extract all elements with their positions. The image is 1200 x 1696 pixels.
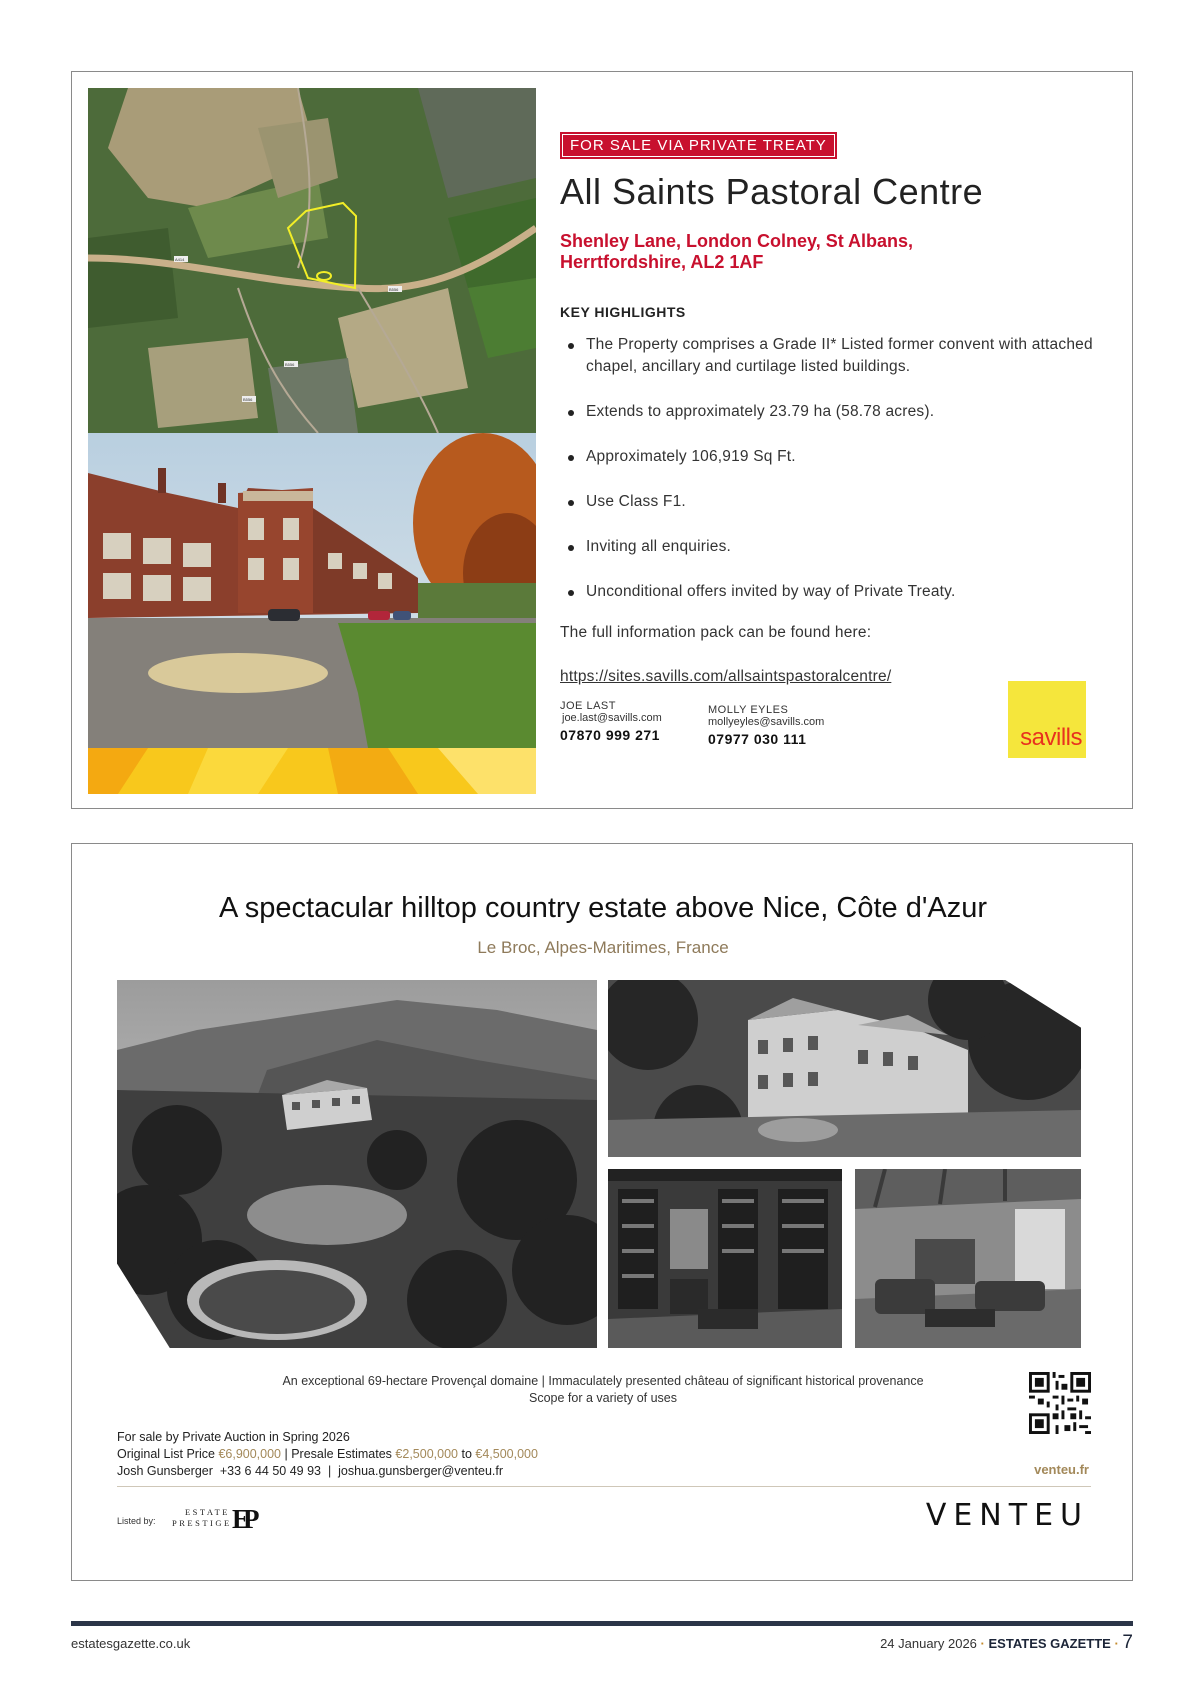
publication-name: ESTATES GAZETTE: [988, 1636, 1111, 1651]
info-pack-link[interactable]: https://sites.savills.com/allsaintspastoralcentre/: [560, 668, 892, 685]
original-price: €6,900,000: [218, 1447, 281, 1461]
map-road-label: A414: [175, 257, 185, 262]
highlight-item: Unconditional offers invited by way of Private Treaty.: [560, 581, 1120, 603]
logo-line-2: PRESTIGE: [172, 1518, 232, 1528]
address-line-2: Herrtfordshire, AL2 1AF: [560, 252, 764, 272]
contact-name: JOE LAST: [560, 700, 616, 712]
footer-rule: [71, 1621, 1133, 1626]
highlight-item: Approximately 106,919 Sq Ft.: [560, 446, 1120, 468]
decorative-yellow-band: [88, 748, 536, 794]
highlights-heading: KEY HIGHLIGHTS: [560, 304, 686, 320]
agent-line: [117, 1463, 538, 1480]
footer-separator: ·: [1114, 1636, 1119, 1651]
contact-email[interactable]: mollyeyles@savills.com: [708, 716, 825, 728]
aerial-site-map: [88, 88, 536, 433]
page-number: 7: [1122, 1632, 1133, 1653]
info-pack-text: The full information pack can be found here:: [560, 624, 872, 641]
divider: [117, 1486, 1091, 1487]
listing-details: [560, 132, 1120, 686]
highlight-item: Inviting all enquiries.: [560, 536, 1120, 558]
issue-date: 24 January 2026: [880, 1636, 977, 1651]
presale-low: €2,500,000: [395, 1447, 458, 1461]
footer-separator: ·: [980, 1636, 985, 1651]
agent-separator: |: [327, 1464, 332, 1478]
venteu-website-link[interactable]: venteu.fr: [1034, 1462, 1089, 1477]
savills-logo: [1008, 681, 1086, 758]
agent-contacts: [560, 700, 860, 760]
footer-site: estatesgazette.co.uk: [71, 1636, 191, 1651]
estate-title: A spectacular hilltop country estate above Nice, Côte d'Azur: [218, 892, 987, 924]
description-line-2: Scope for a variety of uses: [529, 1391, 677, 1405]
estate-prestige-logo-text: [172, 1507, 230, 1529]
estate-prestige-logo: [172, 1504, 272, 1534]
savills-logo-text: savills: [1020, 724, 1082, 751]
estate-location: Le Broc, Alpes-Maritimes, France: [477, 938, 729, 957]
venteu-logo: VENTEU: [925, 1498, 1089, 1533]
presale-label: | Presale Estimates: [284, 1447, 392, 1461]
sale-type-badge: FOR SALE VIA PRIVATE TREATY: [560, 132, 837, 159]
chateau-exterior-photo: [608, 980, 1081, 1157]
map-road-label: B556: [285, 362, 295, 367]
sale-method: For sale by Private Auction in Spring 2026: [117, 1430, 350, 1444]
library-interior-photo: [608, 1169, 842, 1348]
contact-phone[interactable]: 07870 999 271: [560, 727, 660, 743]
contact-name: MOLLY EYLES: [708, 704, 789, 716]
convent-building-photo: [88, 433, 536, 748]
property-address: [560, 231, 1120, 273]
original-price-label: Original List Price: [117, 1447, 215, 1461]
description-line-1: An exceptional 69-hectare Provençal domaine | Immaculately presented château of significant historical provenance: [282, 1374, 924, 1388]
property-photo-column: [88, 88, 536, 794]
logo-line-1: ESTATE: [184, 1507, 230, 1517]
hilltop-estate-aerial-photo: [117, 980, 597, 1348]
contact-molly-eyles: [708, 704, 824, 747]
sale-details: [117, 1429, 538, 1480]
venteu-advert: [71, 843, 1133, 1581]
estate-description: [72, 1373, 1134, 1407]
pricing-line: [117, 1446, 538, 1463]
estate-prestige-monogram: EP: [232, 1504, 253, 1534]
highlights-list: [560, 334, 1120, 603]
footer-issue-info: [880, 1632, 1133, 1654]
contact-email[interactable]: joe.last@savills.com: [562, 712, 662, 724]
salon-interior-photo: [855, 1169, 1081, 1348]
property-title: All Saints Pastoral Centre: [560, 171, 984, 212]
agent-name: Josh Gunsberger: [117, 1464, 213, 1478]
qr-code[interactable]: [1029, 1372, 1091, 1434]
map-road-label: B556: [389, 287, 399, 292]
address-line-1: Shenley Lane, London Colney, St Albans,: [560, 231, 914, 251]
presale-high: €4,500,000: [475, 1447, 538, 1461]
contact-phone[interactable]: 07977 030 111: [708, 731, 807, 747]
agent-phone[interactable]: +33 6 44 50 49 93: [219, 1464, 321, 1478]
highlight-item: Extends to approximately 23.79 ha (58.78 acres).: [560, 401, 1120, 423]
savills-advert: [71, 71, 1133, 809]
map-road-label: B556: [243, 397, 253, 402]
listed-by-label: Listed by:: [117, 1516, 156, 1526]
presale-to: to: [461, 1447, 472, 1461]
agent-email[interactable]: joshua.gunsberger@venteu.fr: [338, 1464, 504, 1478]
highlight-item: Use Class F1.: [560, 491, 1120, 513]
contact-joe-last: [560, 700, 662, 743]
highlight-item: The Property comprises a Grade II* Listed former convent with attached chapel, ancillary and curtilage listed buildings.: [560, 334, 1120, 378]
